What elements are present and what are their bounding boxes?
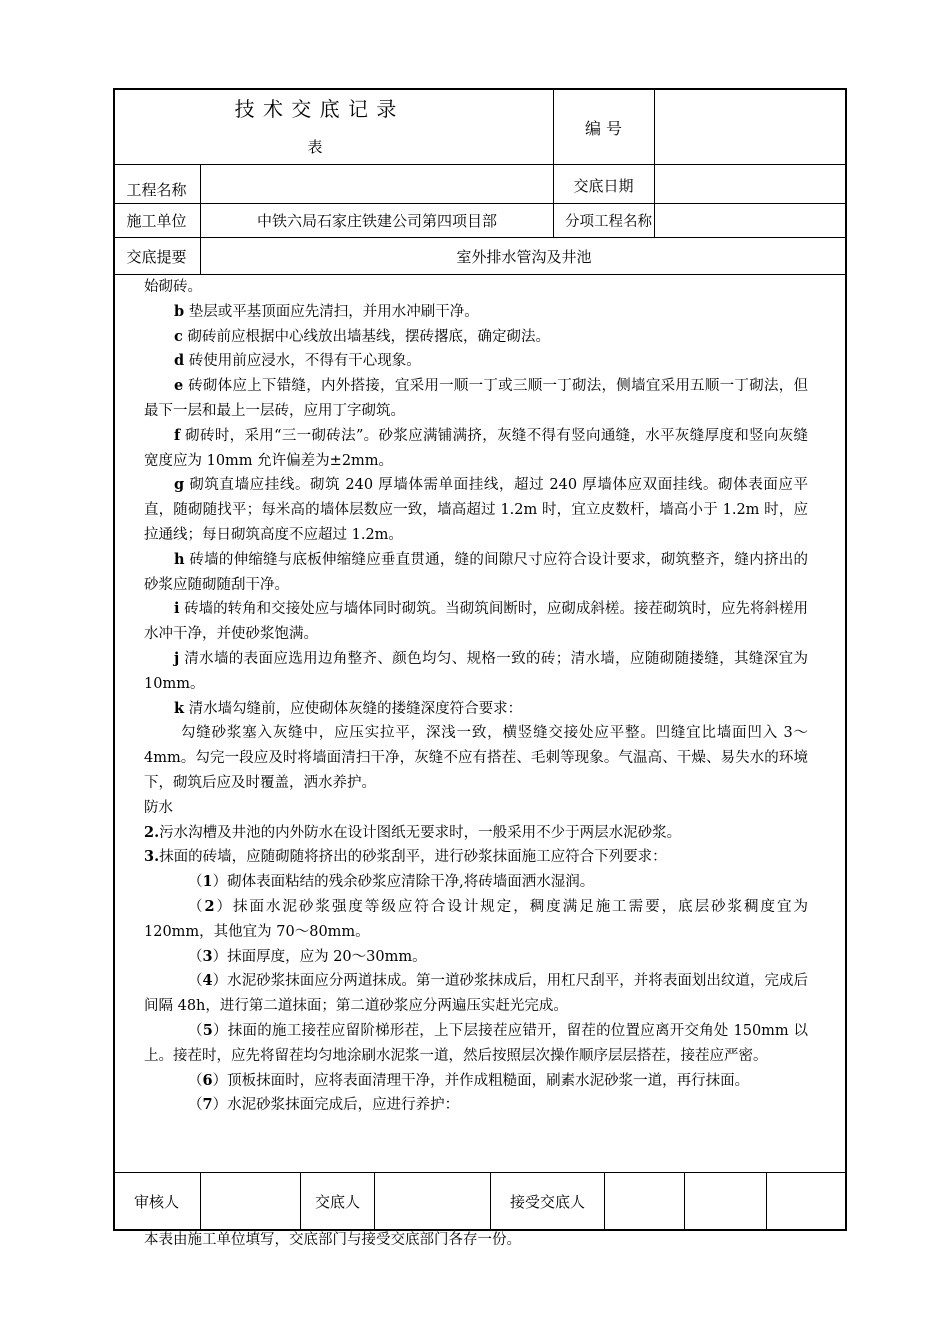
receiver-field[interactable]: [605, 1173, 845, 1229]
body-item-e: e 砖砌体应上下错缝，内外搭接，宜采用一顺一丁或三顺一丁砌法，侧墙宜采用五顺一丁砌法，但最下一层和最上一层砖，应用丁字砌筑。: [144, 377, 808, 419]
footnote: 本表由施工单位填写，交底部门与接受交底部门各存一份。: [144, 1232, 521, 1248]
unit-label: 施工单位: [126, 212, 187, 230]
receiver-label: 接受交底人: [509, 1192, 585, 1211]
section-heading-waterproof: 防水: [144, 799, 173, 816]
body-section-2: 2.污水沟槽及井池的内外防水在设计图纸无要求时，一般采用不少于两层水泥砂浆。: [144, 823, 682, 841]
body-paragraph: 始砌砖。: [144, 279, 202, 295]
body-item-d: d 砖使用前应浸水，不得有干心现象。: [174, 352, 421, 370]
body-list-item-1: （1）砌体表面粘结的残余砂浆应清除干净,将砖墙面洒水湿润。: [188, 873, 595, 891]
subitem-label: 分项工程名称: [565, 214, 652, 230]
presenter-label: 交底人: [314, 1192, 360, 1211]
summary-label: 交底提要: [126, 247, 187, 266]
body-list-item-6: （6）顶板抹面时，应将表面清理干净，并作成粗糙面，刷素水泥砂浆一道，再行抹面。: [188, 1071, 750, 1089]
body-item-k: k 清水墙勾缝前，应使砌体灰缝的搂缝深度符合要求：: [174, 699, 523, 717]
body-list-item-2: （2）抹面水泥砂浆强度等级应符合设计规定，稠度满足施工需要，底层砂浆稠度宜为 120mm，其他宜为 70～80mm。: [144, 897, 808, 940]
body-item-c: c 砌砖前应根据中心线放出墙基线，摆砖撂底，确定砌法。: [174, 327, 550, 345]
subitem-field[interactable]: [655, 204, 845, 237]
reviewer-field[interactable]: [201, 1173, 300, 1229]
summary-value: 室外排水管沟及井池: [456, 247, 592, 266]
unit-value: 中铁六局石家庄铁建公司第四项目部: [256, 212, 497, 230]
presenter-field[interactable]: [375, 1173, 490, 1229]
number-label: 编 号: [584, 118, 623, 138]
body-item-g: g 砌筑直墙应挂线。砌筑 240 厚墙体需单面挂线，超过 240 厚墙体应双面挂线。砌体表面应平直，随砌随找平；每米高的墙体层数应一致，墙高超过 1.2m 时，宜立皮数杆，墙高小于 1.2m 时，应拉通线；每日砌筑高度不应超过 1.2m。: [144, 476, 808, 543]
body-item-f: f 砌砖时，采用“三一砌砖法”。砂浆应满铺满挤，灰缝不得有竖向通缝，水平灰缝厚度和竖向灰缝宽度应为 10mm 允许偏差为±2mm。: [144, 426, 808, 469]
body-item-i: i 砖墙的转角和交接处应与墙体同时砌筑。当砌筑间断时，应砌成斜槎。接茬砌筑时，应先将斜槎用水冲干净，并使砂浆饱满。: [144, 600, 808, 643]
number-field[interactable]: [655, 90, 845, 164]
project-name-label: 工程名称: [126, 180, 187, 199]
body-item-j: j 清水墙的表面应选用边角整齐、颜色均匀、规格一致的砖；清水墙，应随砌随搂缝，其缝深宜为 10mm。: [144, 649, 808, 692]
reviewer-label: 审核人: [133, 1192, 179, 1211]
body-list-item-5: （5）抹面的施工接茬应留阶梯形茬，上下层接茬应错开，留茬的位置应离开交角处 150mm 以上。接茬时，应先将留茬均匀地涂刷水泥浆一道，然后按照层次操作顺序层层搭茬，接茬应严密。: [144, 1021, 809, 1064]
body-item-h: h 砖墙的伸缩缝与底板伸缩缝应垂直贯通，缝的间隙尺寸应符合设计要求，砌筑整齐，缝内挤出的砂浆应随砌随刮干净。: [144, 550, 808, 593]
body-list-item-7: （7）水泥砂浆抹面完成后，应进行养护：: [188, 1096, 460, 1114]
project-name-field[interactable]: [201, 165, 553, 203]
form-title-suffix: 表: [307, 137, 323, 156]
body-item-b: b 垫层或平基顶面应先清扫，并用水冲刷干净。: [174, 302, 479, 320]
disclosure-content: [144, 275, 808, 1118]
date-label: 交底日期: [573, 176, 634, 195]
body-list-item-4: （4）水泥砂浆抹面应分两道抹成。第一道砂浆抹成后，用杠尺刮平，并将表面划出纹道，完成后间隔 48h，进行第二道抹面；第二道砂浆应分两遍压实赶光完成。: [144, 972, 809, 1015]
body-list-item-3: （3）抹面厚度，应为 20～30mm。: [188, 947, 427, 965]
body-item-k-detail: 勾缝砂浆塞入灰缝中，应压实拉平，深浅一致，横竖缝交接处应平整。凹缝宜比墙面凹入 3～4mm。勾完一段应及时将墙面清扫干净，灰缝不应有搭茬、毛刺等现象。气温高、干燥、易失水的环境下，砌筑后应及时覆盖，洒水养护。: [144, 725, 808, 791]
date-field[interactable]: [655, 165, 845, 203]
form-title: 技 术 交 底 记 录: [234, 96, 398, 121]
body-section-3: 3.抹面的砖墙，应随砌随将挤出的砂浆刮平，进行砂浆抹面施工应符合下列要求：: [144, 848, 667, 866]
